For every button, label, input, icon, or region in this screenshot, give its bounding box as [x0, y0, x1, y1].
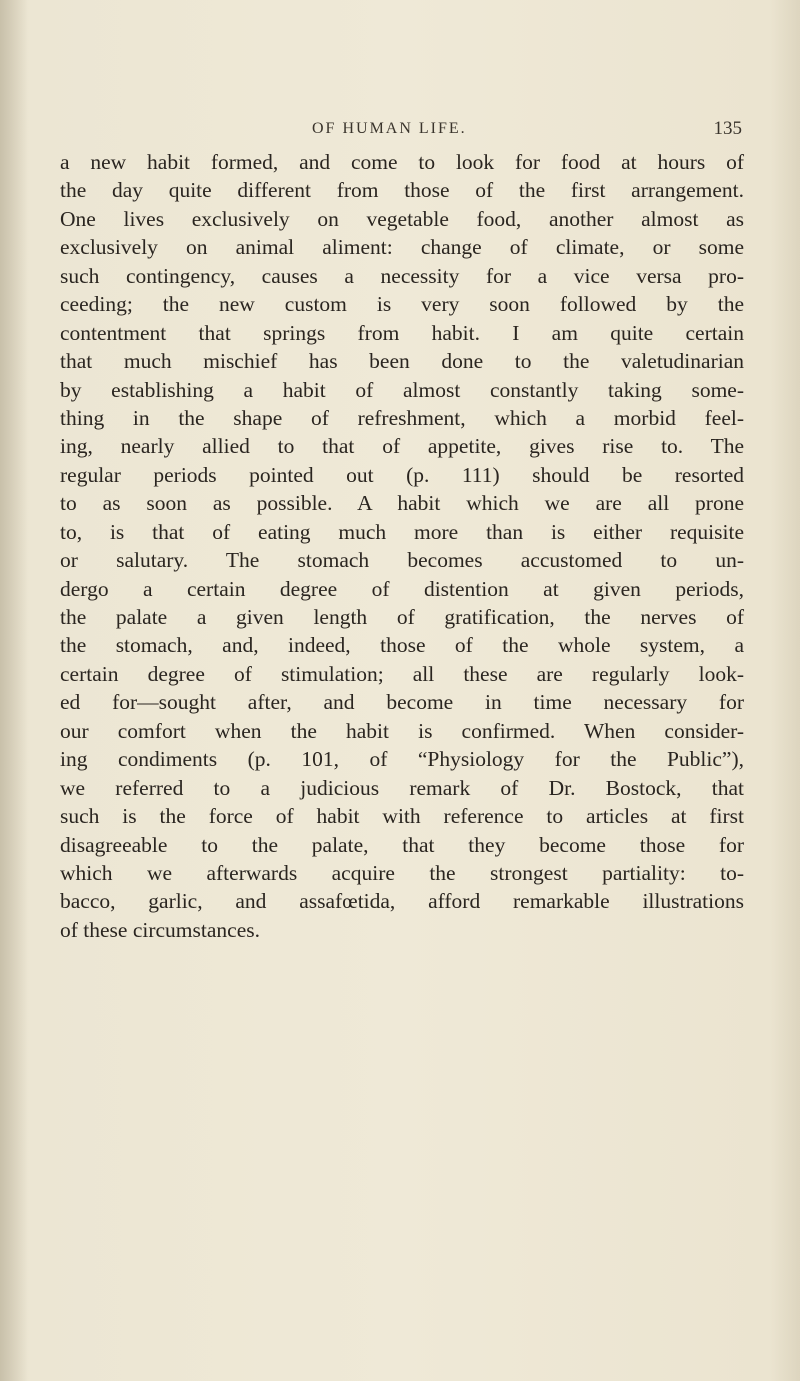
text-line: ceeding; the new custom is very soon followed by the — [60, 292, 744, 317]
text-line: thing in the shape of refreshment, which a morbid feel- — [60, 405, 744, 430]
text-line: contentment that springs from habit. I am quite certain — [60, 320, 744, 345]
running-head: OF HUMAN LIFE. — [312, 120, 467, 137]
gutter-shadow — [0, 0, 28, 1381]
text-line: of these circumstances. — [60, 917, 260, 942]
text-line: regular periods pointed out (p. 111) should be resorted — [60, 462, 744, 487]
body-text — [60, 148, 744, 944]
text-line: which we afterwards acquire the strongest partiality: to- — [60, 860, 744, 885]
text-line: the day quite different from those of the first arrangement. — [60, 178, 744, 203]
text-line: ing condiments (p. 101, of “Physiology for the Public”), — [60, 747, 744, 772]
text-line: such contingency, causes a necessity for a vice versa pro- — [60, 263, 744, 288]
text-line: the stomach, and, indeed, those of the whole system, a — [60, 633, 744, 658]
text-line: the palate a given length of gratification, the nerves of — [60, 605, 744, 629]
text-line: a new habit formed, and come to look for food at hours of — [60, 150, 744, 174]
text-line: by establishing a habit of almost constantly taking some- — [60, 377, 744, 402]
text-line: to as soon as possible. A habit which we are all prone — [60, 491, 744, 516]
text-line: ed for—sought after, and become in time necessary for — [60, 690, 744, 715]
text-line: bacco, garlic, and assafœtida, afford remarkable illustrations — [60, 889, 744, 914]
text-line: to, is that of eating much more than is either requisite — [60, 519, 744, 544]
text-line: exclusively on animal aliment: change of climate, or some — [60, 235, 744, 260]
page-header — [60, 118, 760, 144]
text-line: certain degree of stimulation; all these are regularly look- — [60, 661, 744, 686]
text-line: dergo a certain degree of distention at given periods, — [60, 576, 744, 601]
page-number: 135 — [713, 118, 742, 139]
text-line: that much mischief has been done to the valetudinarian — [60, 349, 744, 374]
text-line: or salutary. The stomach becomes accustomed to un- — [60, 548, 744, 573]
text-line: our comfort when the habit is confirmed. When consider- — [60, 718, 744, 743]
text-line: One lives exclusively on vegetable food, another almost as — [60, 206, 744, 231]
text-line: disagreeable to the palate, that they become those for — [60, 832, 744, 857]
text-line: we referred to a judicious remark of Dr. Bostock, that — [60, 775, 744, 800]
text-line: such is the force of habit with reference to articles at first — [60, 804, 744, 829]
text-line: ing, nearly allied to that of appetite, gives rise to. The — [60, 434, 744, 459]
